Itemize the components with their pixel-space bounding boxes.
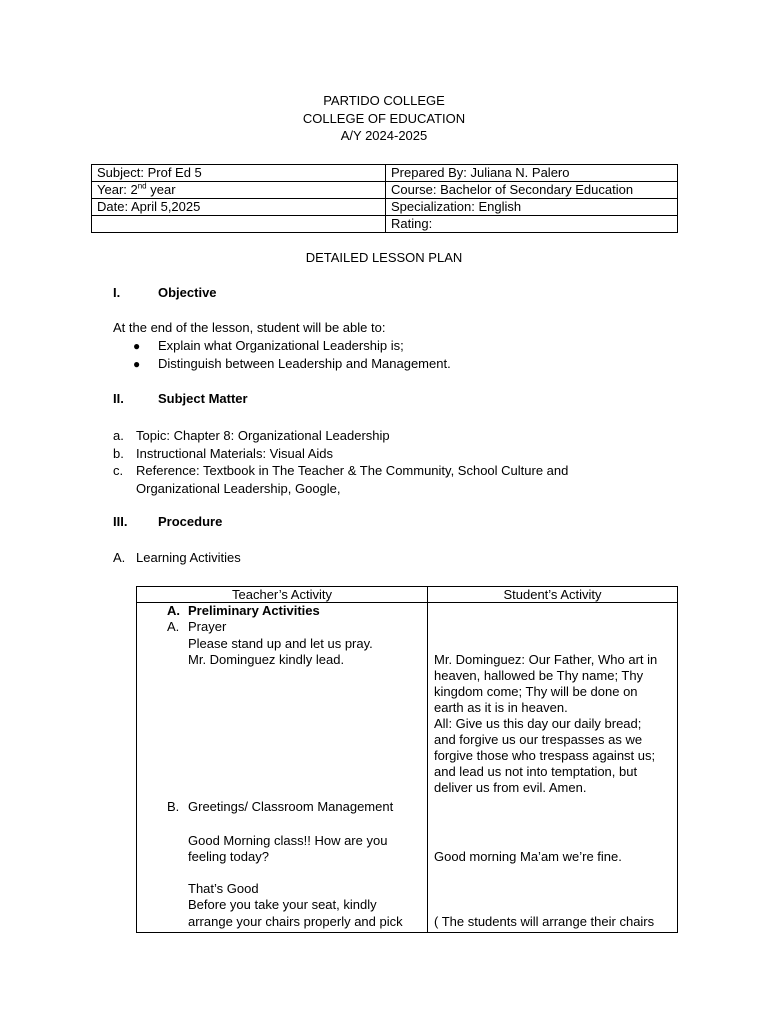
section-subject-matter (113, 391, 248, 406)
response-line: forgive those who trespass against us; (434, 748, 656, 763)
prayer-title: Prayer (188, 619, 227, 634)
list-marker: c. (113, 463, 124, 478)
prayer-line: Mr. Dominguez kindly lead. (188, 652, 345, 667)
response-line: and lead us not into temptation, but (434, 764, 638, 779)
document-header (0, 92, 768, 145)
list-item-text: Topic: Chapter 8: Organizational Leadership (136, 428, 390, 443)
response-line: heaven, hallowed be Thy name; Thy (434, 668, 644, 683)
section-title: Procedure (158, 514, 223, 529)
date-cell: Date: April 5,2025 (92, 199, 386, 216)
list-marker: A. (113, 550, 126, 565)
subject-matter-list (113, 427, 633, 497)
section-procedure (113, 514, 222, 529)
list-item (113, 427, 633, 445)
bullet-icon: ● (133, 357, 141, 371)
empty-cell (92, 216, 386, 233)
specialization-cell: Specialization: English (386, 199, 678, 216)
teacher-activity-header: Teacher’s Activity (137, 587, 428, 603)
preliminary-marker: A. (167, 603, 180, 618)
response-line: Mr. Dominguez: Our Father, Who art in (434, 652, 658, 667)
greeting-line: Good Morning class!! How are you (188, 833, 388, 848)
preliminary-title: Preliminary Activities (188, 603, 320, 618)
activity-table (136, 586, 678, 933)
student-activity-cell (428, 603, 678, 933)
list-item (113, 445, 633, 463)
teacher-activity-cell (137, 603, 428, 933)
year-superscript: nd (137, 181, 147, 191)
info-table (91, 164, 678, 233)
response-line: and forgive us our trespasses as we (434, 732, 643, 747)
response-line: kingdom come; Thy will be done on (434, 684, 638, 699)
prayer-response (434, 652, 657, 796)
course-cell: Course: Bachelor of Secondary Education (386, 182, 678, 199)
college-name: PARTIDO COLLEGE (323, 93, 445, 108)
list-item (133, 337, 451, 355)
section-number: III. (113, 514, 128, 529)
list-item-text: Explain what Organizational Leadership is; (158, 338, 404, 353)
prayer-line: Please stand up and let us pray. (188, 636, 373, 651)
section-objective (113, 285, 217, 300)
section-number: II. (113, 391, 124, 406)
followup-line: arrange your chairs properly and pick (188, 914, 403, 929)
plan-title: DETAILED LESSON PLAN (305, 250, 463, 265)
rating-cell: Rating: (386, 216, 678, 233)
arrange-response: ( The students will arrange their chairs (434, 914, 655, 929)
learning-activities-heading (113, 550, 241, 565)
year-prefix: Year: 2 (97, 182, 138, 197)
subject-cell: Subject: Prof Ed 5 (92, 165, 386, 182)
student-activity-header: Student’s Activity (428, 587, 678, 603)
list-marker: a. (113, 428, 124, 443)
department-name: COLLEGE OF EDUCATION (302, 110, 466, 126)
list-item-text: Instructional Materials: Visual Aids (136, 445, 334, 461)
response-line: earth as it is in heaven. (434, 700, 568, 715)
greetings-title: Greetings/ Classroom Management (188, 799, 394, 814)
year-cell (92, 182, 386, 199)
section-title: Objective (158, 285, 217, 300)
followup-line: Before you take your seat, kindly (188, 897, 377, 912)
list-item (113, 462, 633, 497)
bullet-icon: ● (133, 339, 141, 353)
list-marker: b. (113, 445, 124, 461)
section-number: I. (113, 285, 121, 300)
greeting-response: Good morning Ma’am we’re fine. (434, 849, 622, 864)
list-item-text: Reference: Textbook in The Teacher & The Community, School Culture and Organizational Leadership, Google, (136, 463, 569, 496)
learning-activities-label: Learning Activities (136, 550, 241, 565)
academic-year: A/Y 2024-2025 (340, 128, 428, 143)
section-title: Subject Matter (158, 391, 248, 406)
followup-line: That’s Good (188, 881, 259, 896)
list-item (133, 355, 451, 373)
objective-list (133, 337, 451, 373)
objective-intro: At the end of the lesson, student will be able to: (113, 320, 386, 335)
list-item-text: Distinguish between Leadership and Management. (158, 356, 451, 371)
greeting-line: feeling today? (188, 849, 269, 864)
prayer-marker: A. (167, 619, 180, 634)
greetings-marker: B. (167, 799, 180, 814)
response-line: All: Give us this day our daily bread; (434, 716, 642, 731)
response-line: deliver us from evil. Amen. (434, 780, 587, 795)
year-suffix: year (146, 182, 176, 197)
prepared-by-cell: Prepared By: Juliana N. Palero (386, 165, 678, 182)
